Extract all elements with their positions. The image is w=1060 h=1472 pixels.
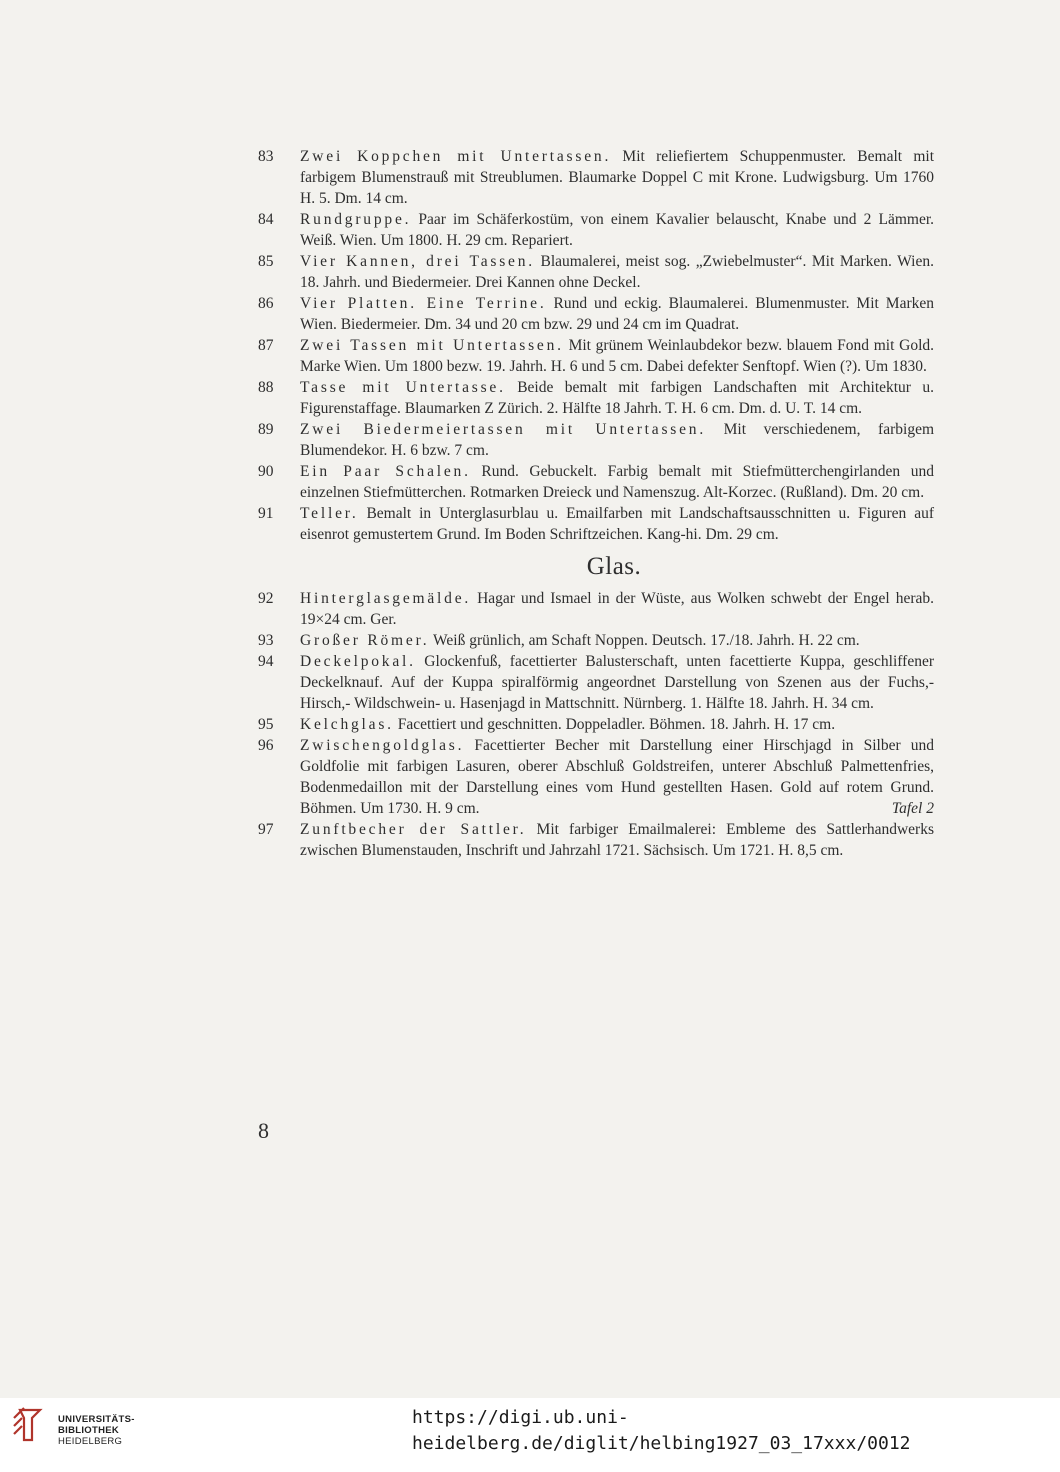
entry-description: Rund und eckig. Blaumalerei. Blumenmuster. Mit Marken Wien. Biedermeier. Dm. 34 und 20 cm bzw. 29 und 24 cm im Quadrat. [300,295,934,333]
catalog-entries [258,146,934,861]
entry-body [300,588,934,630]
page-number: 8 [258,1118,269,1143]
catalog-entry [258,503,934,545]
entry-title: Kelchglas. [300,716,394,733]
entry-number: 95 [258,716,274,733]
entry-title: Teller. [300,505,359,522]
entry-title: Ein Paar Schalen. [300,463,471,480]
entry-description: Mit farbiger Emailmalerei: Embleme des Sattlerhandwerks zwischen Blumenstauden, Inschrift und Jahrzahl 1721. Sächsisch. Um 1721. H. 8,5 cm. [300,821,934,859]
entry-title: Hinterglasgemälde. [300,590,472,607]
logo-line-1: UNIVERSITÄTS- [58,1414,135,1425]
entry-number: 86 [258,295,274,312]
catalog-entry [258,209,934,251]
entry-number: 87 [258,337,274,354]
section-heading: Glas. [586,553,642,580]
entry-number: 83 [258,148,274,165]
entry-body [300,419,934,461]
entry-description: Mit reliefiertem Schuppenmuster. Bemalt mit farbigem Blumenstrauß mit Streublumen. Blaumarke Doppel C mit Krone. Ludwigsburg. Um 1760 H. 5. Dm. 14 cm. [300,148,935,207]
entry-title: Zwei Tassen mit Untertassen. [300,337,564,354]
entry-number: 85 [258,253,274,270]
permalink-url[interactable]: https://digi.ub.uni-heidelberg.de/diglit/helbing1927_03_17xxx/0012 [412,1407,911,1454]
entry-title: Großer Römer. [300,632,430,649]
entry-body [300,651,934,714]
catalog-entry [258,735,934,819]
catalog-entry [258,377,934,419]
catalog-entry [258,461,934,503]
entry-body [300,209,934,251]
catalog-entry [258,146,934,209]
entry-title: Zwei Koppchen mit Untertassen. [300,148,612,165]
catalog-entry [258,293,934,335]
entry-number: 89 [258,421,274,438]
entry-title: Deckelpokal. [300,653,416,670]
entry-description: Rund. Gebuckelt. Farbig bemalt mit Stiefmütterchengirlanden und einzelnen Stiefmütterchen. Rotmarken Dreieck und Namenszug. Alt-Korzec. (Rußland). Dm. 20 cm. [300,463,935,501]
entry-plate-ref: Tafel 2 [891,800,934,817]
entry-description: Hagar und Ismael in der Wüste, aus Wolken schwebt der Engel herab. 19×24 cm. Ger. [300,590,935,628]
entry-number: 97 [258,821,274,838]
catalog-entry [258,651,934,714]
entry-body [300,293,934,335]
catalog-entry [258,588,934,630]
entry-body [300,335,934,377]
entry-description: Beide bemalt mit farbigen Landschaften mit Architektur u. Figurenstaffage. Blaumarken Z Zürich. 2. Hälfte 18 Jahrh. T. H. 6 cm. Dm. d. U. T. 14 cm. [300,379,934,417]
entry-title: Zunftbecher der Sattler. [300,821,527,838]
entry-title: Vier Kannen, drei Tassen. [300,253,535,270]
entry-body [300,251,934,293]
logo-line-2: BIBLIOTHEK [58,1425,120,1436]
entry-number: 84 [258,211,274,228]
entry-description: Weiß grünlich, am Schaft Noppen. Deutsch. 17./18. Jahrh. H. 22 cm. [433,632,860,649]
entry-number: 96 [258,737,274,754]
entry-title: Zwischengoldglas. [300,737,465,754]
entry-number: 93 [258,632,274,649]
entry-body [300,503,934,545]
entry-number: 92 [258,590,274,607]
entry-number: 91 [258,505,274,522]
catalog-entry [258,251,934,293]
entry-description: Glockenfuß, facettierter Balusterschaft, unten facettierte Kuppa, geschliffener Deckelknauf. Auf der Kuppa spiralförmig angeordnet Darstellung von Szenen aus der Fuchs,- Hirsch,- Wildschwein- u. Hasenjagd in Mattschnitt. Nürnberg. 1. Hälfte 18. Jahrh. H. 34 cm. [300,653,934,712]
entry-body [300,735,934,819]
catalog-entry [258,419,934,461]
entry-number: 90 [258,463,274,480]
logo-line-3: HEIDELBERG [58,1436,123,1447]
entry-body [300,819,934,861]
entry-description: Facettierter Becher mit Darstellung einer Hirschjagd in Silber und Goldfolie mit farbigen Lasuren, oberer Abschluß Goldstreifen, unterer Abschluß Palmettenfries, Bodenmedaillon mit der Darstellung eines vom Hund gestellten Hasen. Gold auf rotem Grund. Böhmen. Um 1730. H. 9 cm. [300,737,934,817]
catalog-entry [258,714,934,735]
entry-title: Tasse mit Untertasse. [300,379,506,396]
entry-description: Facettiert und geschnitten. Doppeladler. Böhmen. 18. Jahrh. H. 17 cm. [397,716,836,733]
catalog-entry [258,630,934,651]
entry-body [300,377,934,419]
library-logo-icon [10,1404,50,1444]
entries-porcelain [258,146,934,545]
entry-title: Zwei Biedermeiertassen mit Untertassen. [300,421,707,438]
entry-description: Paar im Schäferkostüm, von einem Kavalier belauscht, Knabe und 2 Lämmer. Weiß. Wien. Um 1800. H. 29 cm. Repariert. [300,211,935,249]
entry-body [300,146,934,209]
entry-title: Vier Platten. Eine Terrine. [300,295,547,312]
entry-description: Bemalt in Unterglasurblau u. Emailfarben mit Landschaftsausschnitten u. Figuren auf eisenrot gemustertem Grund. Im Boden Schriftzeichen. Kang-hi. Dm. 29 cm. [300,505,934,543]
entries-glass [258,588,934,861]
entry-title: Rundgruppe. [300,211,412,228]
entry-number: 94 [258,653,274,670]
entry-number: 88 [258,379,274,396]
entry-body [300,461,934,503]
entry-description: Mit verschiedenem, farbigem Blumendekor. H. 6 bzw. 7 cm. [300,421,935,459]
catalog-entry [258,819,934,861]
library-logo-text [58,1414,135,1447]
entry-description: Blaumalerei, meist sog. „Zwiebelmuster“. Mit Marken. Wien. 18. Jahrh. und Biedermeier. Drei Kannen ohne Deckel. [300,253,934,291]
catalog-entry [258,335,934,377]
entry-description: Mit grünem Weinlaubdekor bezw. blauem Fond mit Gold. Marke Wien. Um 1800 bezw. 19. Jahrh. H. 6 und 5 cm. Dabei defekter Senftopf. Wien (?). Um 1830. [300,337,935,375]
entry-body [300,630,934,651]
entry-body [300,714,934,735]
